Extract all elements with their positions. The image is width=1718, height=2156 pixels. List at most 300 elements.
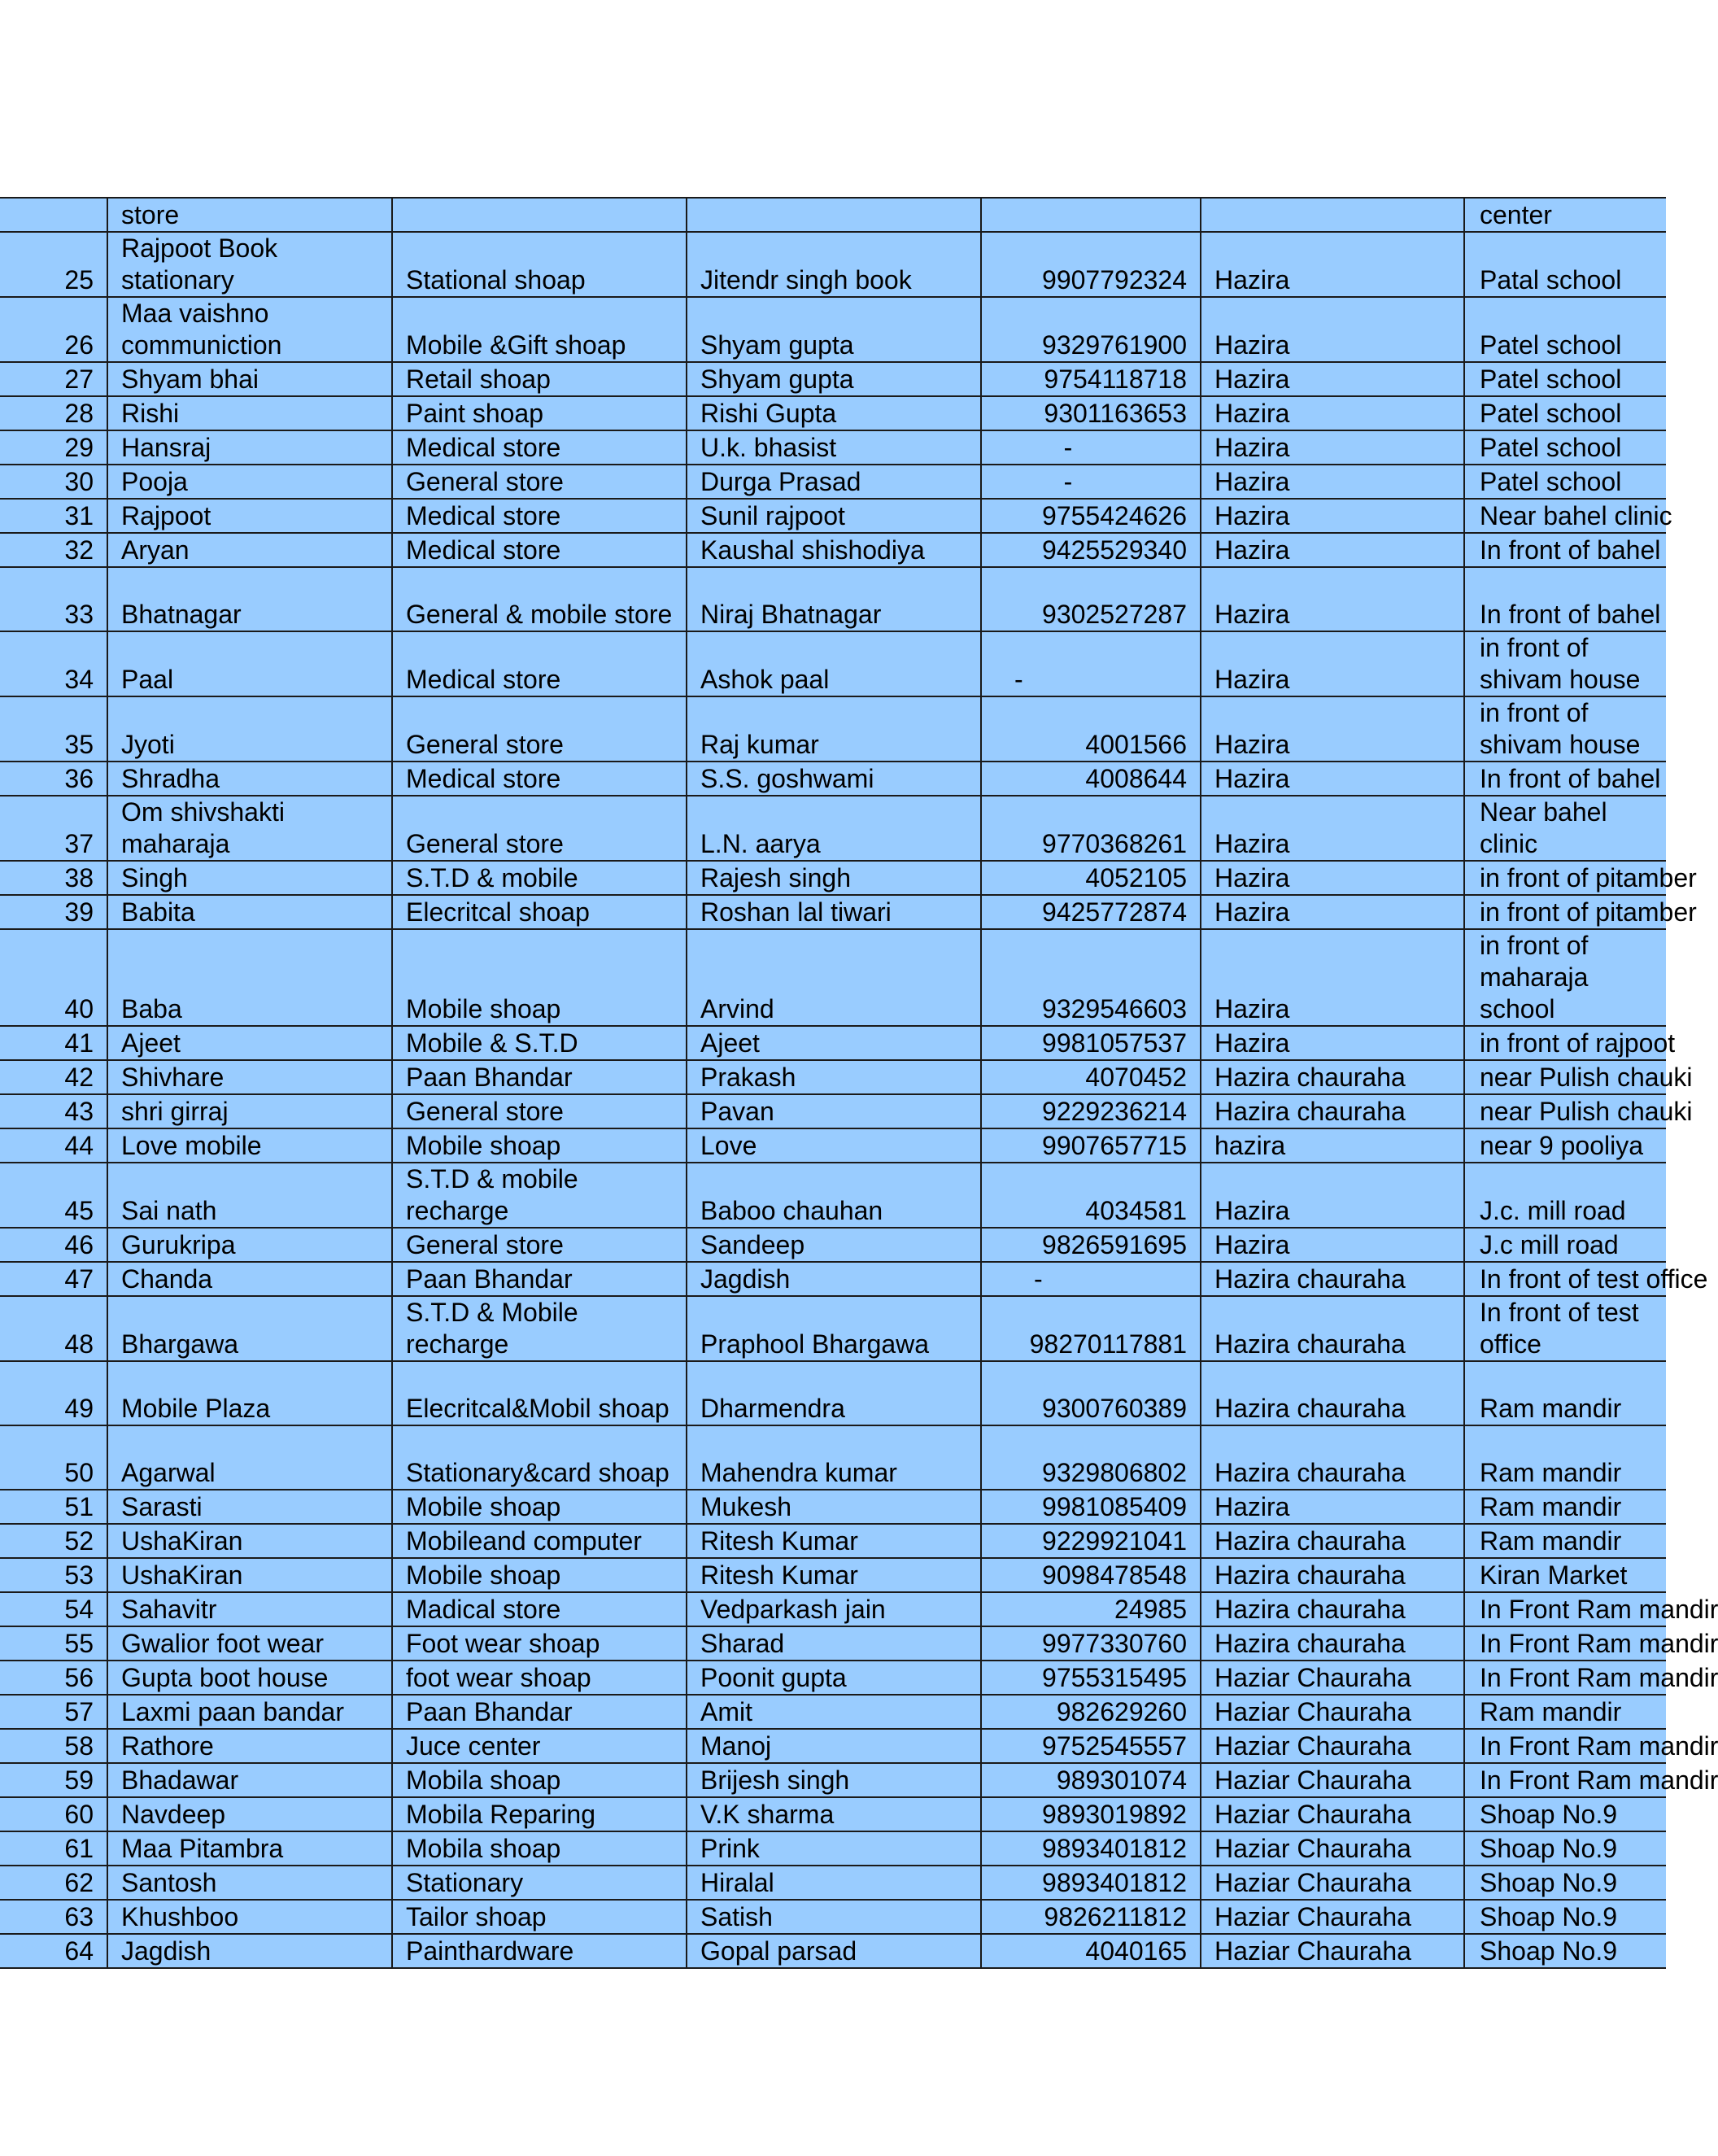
area-cell: Hazira <box>1201 796 1464 861</box>
phone-number-cell: 9300760389 <box>981 1361 1201 1425</box>
shop-name-cell: Shivhare <box>107 1060 392 1094</box>
phone-number-cell: 9329761900 <box>981 297 1201 362</box>
serial-number-cell: 64 <box>0 1934 107 1968</box>
landmark-cell: in front of shivam house <box>1464 696 1666 762</box>
shop-name-cell: Shyam bhai <box>107 362 392 396</box>
area-cell: Hazira chauraha <box>1201 1592 1464 1626</box>
shop-type-cell: Medical store <box>392 762 687 796</box>
serial-number-cell: 39 <box>0 895 107 929</box>
landmark-cell: Patal school <box>1464 232 1666 297</box>
owner-name-cell: Jitendr singh book <box>687 232 981 297</box>
serial-number-cell: 54 <box>0 1592 107 1626</box>
owner-name-cell: S.S. goshwami <box>687 762 981 796</box>
shop-name-cell: Rishi <box>107 396 392 430</box>
table-row <box>0 1592 1666 1626</box>
serial-number-cell: 46 <box>0 1228 107 1262</box>
landmark-cell: In Front Ram mandir <box>1464 1729 1666 1763</box>
landmark-cell: near 9 pooliya <box>1464 1128 1666 1163</box>
owner-name-cell: Rishi Gupta <box>687 396 981 430</box>
landmark-cell: Near bahel clinic <box>1464 796 1666 861</box>
owner-name-cell: Manoj <box>687 1729 981 1763</box>
shop-name-cell: Navdeep <box>107 1797 392 1831</box>
area-cell: Haziar Chauraha <box>1201 1797 1464 1831</box>
shop-name-cell: Sahavitr <box>107 1592 392 1626</box>
owner-name-cell: Satish <box>687 1900 981 1934</box>
shop-name-cell: store <box>107 198 392 232</box>
shop-name-cell: Ajeet <box>107 1026 392 1060</box>
shop-type-cell: General store <box>392 796 687 861</box>
landmark-cell: Shoap No.9 <box>1464 1900 1666 1934</box>
phone-number-cell: 9981085409 <box>981 1490 1201 1524</box>
landmark-cell: in front of rajpoot <box>1464 1026 1666 1060</box>
serial-number-cell: 34 <box>0 631 107 696</box>
shop-name-cell: Om shivshakti maharaja <box>107 796 392 861</box>
owner-name-cell: Kaushal shishodiya <box>687 533 981 567</box>
serial-number-cell: 58 <box>0 1729 107 1763</box>
area-cell: Haziar Chauraha <box>1201 1831 1464 1866</box>
phone-number-cell: 9301163653 <box>981 396 1201 430</box>
phone-number-cell: 9893401812 <box>981 1831 1201 1866</box>
phone-number-cell: 4052105 <box>981 861 1201 895</box>
serial-number-cell: 49 <box>0 1361 107 1425</box>
shop-type-cell: Elecritcal shoap <box>392 895 687 929</box>
shop-name-cell: UshaKiran <box>107 1558 392 1592</box>
area-cell: Hazira <box>1201 1490 1464 1524</box>
serial-number-cell: 53 <box>0 1558 107 1592</box>
table-row <box>0 1524 1666 1558</box>
owner-name-cell: Mahendra kumar <box>687 1425 981 1490</box>
area-cell: Hazira <box>1201 465 1464 499</box>
landmark-cell: Patel school <box>1464 362 1666 396</box>
shop-name-cell: Rajpoot <box>107 499 392 533</box>
owner-name-cell: Prakash <box>687 1060 981 1094</box>
owner-name-cell: Niraj Bhatnagar <box>687 567 981 631</box>
shop-type-cell: Mobile shoap <box>392 1558 687 1592</box>
shop-directory-table <box>0 197 1718 1969</box>
shop-type-cell: Medical store <box>392 430 687 465</box>
serial-number-cell: 40 <box>0 929 107 1026</box>
owner-name-cell: Pavan <box>687 1094 981 1128</box>
owner-name-cell: U.k. bhasist <box>687 430 981 465</box>
shop-name-cell: Mobile Plaza <box>107 1361 392 1425</box>
landmark-cell: Patel school <box>1464 465 1666 499</box>
owner-name-cell: Ashok paal <box>687 631 981 696</box>
landmark-cell: in front of pitamber <box>1464 895 1666 929</box>
shop-type-cell: Stational shoap <box>392 232 687 297</box>
table-row <box>0 1831 1666 1866</box>
table-row <box>0 1626 1666 1661</box>
phone-number-cell: 9752545557 <box>981 1729 1201 1763</box>
area-cell: Haziar Chauraha <box>1201 1695 1464 1729</box>
area-cell: Hazira <box>1201 567 1464 631</box>
phone-number-cell: 989301074 <box>981 1763 1201 1797</box>
area-cell: Hazira <box>1201 297 1464 362</box>
table-row <box>0 232 1666 297</box>
serial-number-cell: 31 <box>0 499 107 533</box>
area-cell: Haziar Chauraha <box>1201 1866 1464 1900</box>
serial-number-cell: 33 <box>0 567 107 631</box>
landmark-cell: J.c mill road <box>1464 1228 1666 1262</box>
area-cell: Hazira chauraha <box>1201 1060 1464 1094</box>
area-cell: Hazira <box>1201 696 1464 762</box>
area-cell: Hazira chauraha <box>1201 1094 1464 1128</box>
landmark-cell: Shoap No.9 <box>1464 1797 1666 1831</box>
owner-name-cell: Ritesh Kumar <box>687 1558 981 1592</box>
shop-name-cell: Sarasti <box>107 1490 392 1524</box>
shop-type-cell: Stationary <box>392 1866 687 1900</box>
serial-number-cell: 50 <box>0 1425 107 1490</box>
shop-name-cell: Jagdish <box>107 1934 392 1968</box>
area-cell: Hazira chauraha <box>1201 1296 1464 1361</box>
serial-number-cell: 45 <box>0 1163 107 1228</box>
shop-type-cell: Medical store <box>392 533 687 567</box>
owner-name-cell: L.N. aarya <box>687 796 981 861</box>
serial-number-cell: 29 <box>0 430 107 465</box>
area-cell: Hazira chauraha <box>1201 1262 1464 1296</box>
phone-number-cell <box>981 198 1201 232</box>
landmark-cell: In Front Ram mandir <box>1464 1763 1666 1797</box>
shop-type-cell: Elecritcal&Mobil shoap <box>392 1361 687 1425</box>
table-row <box>0 1934 1666 1968</box>
phone-number-cell: 9425529340 <box>981 533 1201 567</box>
table-row <box>0 929 1666 1026</box>
table-row <box>0 762 1666 796</box>
table-row <box>0 567 1666 631</box>
serial-number-cell: 41 <box>0 1026 107 1060</box>
owner-name-cell: Roshan lal tiwari <box>687 895 981 929</box>
landmark-cell: Near bahel clinic <box>1464 499 1666 533</box>
shop-type-cell: foot wear shoap <box>392 1661 687 1695</box>
owner-name-cell: Ajeet <box>687 1026 981 1060</box>
owner-name-cell: Amit <box>687 1695 981 1729</box>
owner-name-cell <box>687 198 981 232</box>
landmark-cell: near Pulish chauki <box>1464 1094 1666 1128</box>
shop-type-cell: S.T.D & Mobile recharge <box>392 1296 687 1361</box>
shop-type-cell: Juce center <box>392 1729 687 1763</box>
landmark-cell: Ram mandir <box>1464 1524 1666 1558</box>
table-row <box>0 1425 1666 1490</box>
shop-name-cell: Maa Pitambra <box>107 1831 392 1866</box>
area-cell: Hazira <box>1201 533 1464 567</box>
phone-number-cell: 9826211812 <box>981 1900 1201 1934</box>
shop-type-cell: Mobile shoap <box>392 1128 687 1163</box>
shop-name-cell: Babita <box>107 895 392 929</box>
serial-number-cell: 42 <box>0 1060 107 1094</box>
landmark-cell: Kiran Market <box>1464 1558 1666 1592</box>
owner-name-cell: Sharad <box>687 1626 981 1661</box>
table-row <box>0 1490 1666 1524</box>
serial-number-cell: 56 <box>0 1661 107 1695</box>
shop-name-cell: Bhatnagar <box>107 567 392 631</box>
phone-number-cell: 4034581 <box>981 1163 1201 1228</box>
phone-number-cell: 9893401812 <box>981 1866 1201 1900</box>
table-row <box>0 1558 1666 1592</box>
table-row <box>0 1026 1666 1060</box>
serial-number-cell: 57 <box>0 1695 107 1729</box>
serial-number-cell: 26 <box>0 297 107 362</box>
serial-number-cell: 47 <box>0 1262 107 1296</box>
area-cell: Hazira <box>1201 396 1464 430</box>
area-cell: Hazira chauraha <box>1201 1361 1464 1425</box>
shop-type-cell: Mobile shoap <box>392 929 687 1026</box>
landmark-cell: Patel school <box>1464 297 1666 362</box>
shop-name-cell: Pooja <box>107 465 392 499</box>
phone-number-cell: - <box>981 1262 1201 1296</box>
area-cell <box>1201 198 1464 232</box>
table-row <box>0 1797 1666 1831</box>
owner-name-cell: Arvind <box>687 929 981 1026</box>
serial-number-cell: 63 <box>0 1900 107 1934</box>
shop-type-cell: Medical store <box>392 499 687 533</box>
table-row <box>0 1361 1666 1425</box>
area-cell: Hazira <box>1201 499 1464 533</box>
serial-number-cell: 35 <box>0 696 107 762</box>
phone-number-cell: 9229236214 <box>981 1094 1201 1128</box>
owner-name-cell: Dharmendra <box>687 1361 981 1425</box>
shop-type-cell: Madical store <box>392 1592 687 1626</box>
owner-name-cell: Ritesh Kumar <box>687 1524 981 1558</box>
shop-name-cell: Paal <box>107 631 392 696</box>
phone-number-cell: 4040165 <box>981 1934 1201 1968</box>
area-cell: Hazira chauraha <box>1201 1524 1464 1558</box>
owner-name-cell: Prink <box>687 1831 981 1866</box>
shop-name-cell: shri girraj <box>107 1094 392 1128</box>
serial-number-cell: 43 <box>0 1094 107 1128</box>
shop-type-cell: Stationary&card shoap <box>392 1425 687 1490</box>
serial-number-cell: 59 <box>0 1763 107 1797</box>
phone-number-cell: 9302527287 <box>981 567 1201 631</box>
shop-name-cell: Jyoti <box>107 696 392 762</box>
table-row <box>0 1695 1666 1729</box>
phone-number-cell: 9755424626 <box>981 499 1201 533</box>
landmark-cell: in front of pitamber <box>1464 861 1666 895</box>
phone-number-cell: 4070452 <box>981 1060 1201 1094</box>
area-cell: Hazira <box>1201 762 1464 796</box>
shop-name-cell: Rajpoot Book stationary <box>107 232 392 297</box>
shop-name-cell: Santosh <box>107 1866 392 1900</box>
shop-name-cell: Rathore <box>107 1729 392 1763</box>
table-row <box>0 465 1666 499</box>
shop-type-cell: General store <box>392 465 687 499</box>
landmark-cell: In front of bahel <box>1464 533 1666 567</box>
owner-name-cell: Mukesh <box>687 1490 981 1524</box>
serial-number-cell: 27 <box>0 362 107 396</box>
table-row <box>0 1128 1666 1163</box>
shop-name-cell: Gwalior foot wear <box>107 1626 392 1661</box>
phone-number-cell: 9977330760 <box>981 1626 1201 1661</box>
landmark-cell: Ram mandir <box>1464 1425 1666 1490</box>
table-row <box>0 396 1666 430</box>
landmark-cell: In front of test office <box>1464 1262 1666 1296</box>
area-cell: Haziar Chauraha <box>1201 1729 1464 1763</box>
owner-name-cell: Jagdish <box>687 1262 981 1296</box>
phone-number-cell: 9907657715 <box>981 1128 1201 1163</box>
shop-name-cell: Baba <box>107 929 392 1026</box>
shop-name-cell: Bhadawar <box>107 1763 392 1797</box>
shop-name-cell: Khushboo <box>107 1900 392 1934</box>
landmark-cell: Patel school <box>1464 396 1666 430</box>
table-row <box>0 1228 1666 1262</box>
serial-number-cell: 48 <box>0 1296 107 1361</box>
area-cell: Hazira <box>1201 929 1464 1026</box>
phone-number-cell: 9425772874 <box>981 895 1201 929</box>
shop-type-cell: S.T.D & mobile <box>392 861 687 895</box>
landmark-cell: Patel school <box>1464 430 1666 465</box>
phone-number-cell: 9893019892 <box>981 1797 1201 1831</box>
serial-number-cell: 30 <box>0 465 107 499</box>
table-row <box>0 1094 1666 1128</box>
area-cell: Hazira <box>1201 1163 1464 1228</box>
table-row <box>0 198 1666 232</box>
shop-name-cell: Aryan <box>107 533 392 567</box>
landmark-cell: Ram mandir <box>1464 1695 1666 1729</box>
landmark-cell: In Front Ram mandir <box>1464 1592 1666 1626</box>
area-cell: Haziar Chauraha <box>1201 1900 1464 1934</box>
shop-name-cell: Agarwal <box>107 1425 392 1490</box>
serial-number-cell: 28 <box>0 396 107 430</box>
shop-type-cell: General & mobile store <box>392 567 687 631</box>
phone-number-cell: 98270117881 <box>981 1296 1201 1361</box>
landmark-cell: Shoap No.9 <box>1464 1934 1666 1968</box>
table-row <box>0 430 1666 465</box>
serial-number-cell: 36 <box>0 762 107 796</box>
owner-name-cell: Sunil rajpoot <box>687 499 981 533</box>
landmark-cell: Shoap No.9 <box>1464 1831 1666 1866</box>
table-row <box>0 631 1666 696</box>
shop-name-cell: Gupta boot house <box>107 1661 392 1695</box>
shop-type-cell: Mobileand computer <box>392 1524 687 1558</box>
table-row <box>0 362 1666 396</box>
table-row <box>0 1163 1666 1228</box>
owner-name-cell: Durga Prasad <box>687 465 981 499</box>
phone-number-cell: 9098478548 <box>981 1558 1201 1592</box>
area-cell: Hazira <box>1201 631 1464 696</box>
serial-number-cell: 55 <box>0 1626 107 1661</box>
phone-number-cell: - <box>981 631 1201 696</box>
table-row <box>0 533 1666 567</box>
serial-number-cell: 60 <box>0 1797 107 1831</box>
landmark-cell: In front of bahel <box>1464 762 1666 796</box>
shop-type-cell: Painthardware <box>392 1934 687 1968</box>
area-cell: Hazira <box>1201 362 1464 396</box>
area-cell: Hazira <box>1201 895 1464 929</box>
landmark-cell: near Pulish chauki <box>1464 1060 1666 1094</box>
landmark-cell: In Front Ram mandir <box>1464 1661 1666 1695</box>
shop-type-cell: Foot wear shoap <box>392 1626 687 1661</box>
phone-number-cell: - <box>981 430 1201 465</box>
serial-number-cell: 61 <box>0 1831 107 1866</box>
owner-name-cell: Praphool Bhargawa <box>687 1296 981 1361</box>
phone-number-cell: 9754118718 <box>981 362 1201 396</box>
owner-name-cell: Love <box>687 1128 981 1163</box>
table-row <box>0 1296 1666 1361</box>
phone-number-cell: 24985 <box>981 1592 1201 1626</box>
shop-type-cell: S.T.D & mobile recharge <box>392 1163 687 1228</box>
phone-number-cell: 9229921041 <box>981 1524 1201 1558</box>
serial-number-cell: 62 <box>0 1866 107 1900</box>
shop-type-cell: Tailor shoap <box>392 1900 687 1934</box>
table-row <box>0 796 1666 861</box>
serial-number-cell: 38 <box>0 861 107 895</box>
shop-type-cell: Paan Bhandar <box>392 1060 687 1094</box>
shop-name-cell: Gurukripa <box>107 1228 392 1262</box>
shop-type-cell: Mobile &Gift shoap <box>392 297 687 362</box>
phone-number-cell: 9907792324 <box>981 232 1201 297</box>
phone-number-cell: 9755315495 <box>981 1661 1201 1695</box>
shop-name-cell: Sai nath <box>107 1163 392 1228</box>
shop-name-cell: Chanda <box>107 1262 392 1296</box>
owner-name-cell: Gopal parsad <box>687 1934 981 1968</box>
owner-name-cell: Brijesh singh <box>687 1763 981 1797</box>
area-cell: Hazira chauraha <box>1201 1626 1464 1661</box>
owner-name-cell: Raj kumar <box>687 696 981 762</box>
owner-name-cell: Sandeep <box>687 1228 981 1262</box>
table-row <box>0 1900 1666 1934</box>
landmark-cell: In Front Ram mandir <box>1464 1626 1666 1661</box>
shop-type-cell: General store <box>392 696 687 762</box>
serial-number-cell: 37 <box>0 796 107 861</box>
serial-number-cell: 44 <box>0 1128 107 1163</box>
area-cell: Hazira <box>1201 861 1464 895</box>
landmark-cell: center <box>1464 198 1666 232</box>
area-cell: Hazira <box>1201 1228 1464 1262</box>
phone-number-cell: 9981057537 <box>981 1026 1201 1060</box>
shop-name-cell: Love mobile <box>107 1128 392 1163</box>
area-cell: Hazira <box>1201 232 1464 297</box>
table-row <box>0 1729 1666 1763</box>
phone-number-cell: 9826591695 <box>981 1228 1201 1262</box>
serial-number-cell: 51 <box>0 1490 107 1524</box>
table-row <box>0 297 1666 362</box>
shop-name-cell: Laxmi paan bandar <box>107 1695 392 1729</box>
shop-type-cell: Paint shoap <box>392 396 687 430</box>
serial-number-cell: 25 <box>0 232 107 297</box>
owner-name-cell: Shyam gupta <box>687 297 981 362</box>
shop-type-cell: Paan Bhandar <box>392 1695 687 1729</box>
owner-name-cell: V.K sharma <box>687 1797 981 1831</box>
area-cell: Hazira <box>1201 430 1464 465</box>
shop-type-cell: Mobila Reparing <box>392 1797 687 1831</box>
phone-number-cell: 982629260 <box>981 1695 1201 1729</box>
owner-name-cell: Shyam gupta <box>687 362 981 396</box>
phone-number-cell: 4001566 <box>981 696 1201 762</box>
shop-type-cell: General store <box>392 1228 687 1262</box>
shop-type-cell: General store <box>392 1094 687 1128</box>
phone-number-cell: 9329546603 <box>981 929 1201 1026</box>
area-cell: Hazira chauraha <box>1201 1425 1464 1490</box>
owner-name-cell: Poonit gupta <box>687 1661 981 1695</box>
table-row <box>0 499 1666 533</box>
landmark-cell: Shoap No.9 <box>1464 1866 1666 1900</box>
landmark-cell: Ram mandir <box>1464 1490 1666 1524</box>
shop-type-cell: Mobila shoap <box>392 1831 687 1866</box>
shop-name-cell: Bhargawa <box>107 1296 392 1361</box>
table-body <box>0 198 1718 1968</box>
landmark-cell: Ram mandir <box>1464 1361 1666 1425</box>
shop-type-cell: Paan Bhandar <box>392 1262 687 1296</box>
area-cell: Hazira chauraha <box>1201 1558 1464 1592</box>
shop-type-cell: Retail shoap <box>392 362 687 396</box>
shop-type-cell: Mobile & S.T.D <box>392 1026 687 1060</box>
table-row <box>0 861 1666 895</box>
owner-name-cell: Hiralal <box>687 1866 981 1900</box>
table-row <box>0 895 1666 929</box>
table-row <box>0 1262 1666 1296</box>
owner-name-cell: Vedparkash jain <box>687 1592 981 1626</box>
shop-name-cell: Shradha <box>107 762 392 796</box>
table-row <box>0 696 1666 762</box>
table-row <box>0 1060 1666 1094</box>
